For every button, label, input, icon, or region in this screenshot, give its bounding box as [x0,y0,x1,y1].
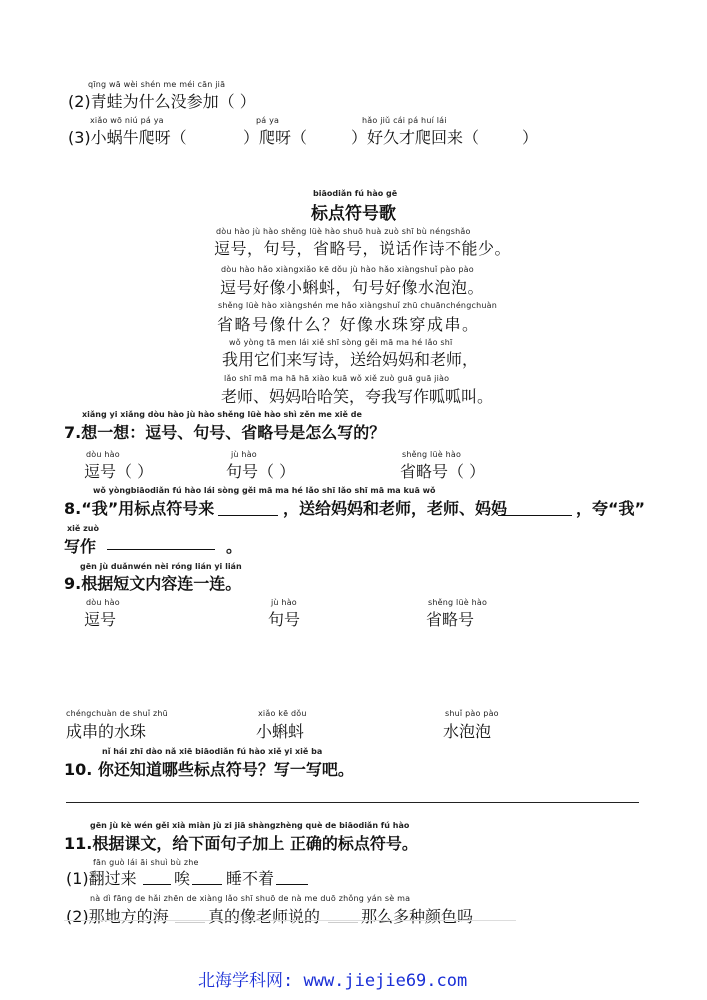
q7-item1: 逗号（ ） [84,462,154,481]
q6-line3-pinyin-b: pá ya [256,116,280,125]
q11-line2-b: 真的像老师说的 [208,907,321,926]
q9-bottom2[interactable]: 小蝌蚪 [256,722,305,741]
poem-title-pinyin: biāodiǎn fú hào gē [313,189,398,198]
q6-line2: (2)青蛙为什么没参加（ ） [68,92,256,111]
q7-item3: 省略号（ ） [400,462,486,481]
q6-line3-pinyin-a: xiǎo wō niú pá ya [90,116,164,125]
q8-blank-3[interactable] [107,534,215,550]
q9-title: 9.根据短文内容连一连。 [64,574,242,593]
q8-part-a: 8.“我”用标点符号来 [64,499,215,518]
q9-top1-pinyin: dòu hào [86,598,120,607]
q8-pinyin-2: xiě zuò [67,524,99,533]
poem-line2: 逗号好像小蝌蚪，句号好像水泡泡。 [220,278,485,297]
q9-bottom1-pinyin: chéngchuàn de shuǐ zhū [66,709,168,718]
q11-line1-a: (1)翻过来 [66,869,137,888]
q11-line1-blank-1[interactable] [143,868,171,885]
q11-line2-c: 那么多种颜色吗 [361,907,474,926]
poem-line5-pinyin: lǎo shī mā ma hā hā xiào kuā wǒ xiě zuò guā guā jiào [224,374,450,383]
q7-title: 7.想一想：逗号、句号、省略号是怎么写的？ [64,423,386,442]
q10-title: 10. 你还知道哪些标点符号？写一写吧。 [64,760,354,779]
q9-bottom3-pinyin: shuǐ pào pào [445,709,499,718]
q11-line1-blank-3[interactable] [276,868,308,885]
q8-blank-2[interactable] [498,498,572,516]
q6-line2-pinyin: qīng wā wèi shén me méi cān jiā [88,80,226,89]
q10-pinyin: nǐ hái zhī dào nǎ xiē biāodiǎn fú hào xiě yi xiě ba [102,747,323,756]
q9-top3[interactable]: 省略号 [426,610,475,629]
poem-line5: 老师、妈妈哈哈笑，夸我写作呱呱叫。 [221,387,494,406]
q10-answer-line[interactable] [66,802,639,803]
poem-title: 标点符号歌 [311,204,396,224]
q9-top1[interactable]: 逗号 [84,610,117,629]
q9-top2-pinyin: jù hào [271,598,297,607]
q11-faint-line [64,920,516,921]
poem-line3-pinyin: shěng lüè hào xiàngshén me hǎo xiàngshuǐ zhū chuānchéngchuàn [218,301,497,310]
q6-line3-c: ）好久才爬回来（ [351,128,480,147]
q7-pinyin: xiǎng yi xiǎng dòu hào jù hào shěng lüè hào shì zěn me xiě de [82,410,362,419]
q8-pinyin: wǒ yòngbiāodiǎn fú hào lái sòng gěi mā ma hé lǎo shī lǎo shī mā ma kuā wǒ [93,486,436,495]
poem-line3: 省略号像什么？好像水珠穿成串。 [217,315,480,334]
q9-top3-pinyin: shěng lüè hào [428,598,488,607]
q11-line1-c: 睡不着 [226,869,275,888]
q8-part-c: ，夸“我” [576,499,646,518]
q9-pinyin: gēn jù duǎnwén nèi róng lián yi lián [80,562,242,571]
q11-title: 11.根据课文，给下面句子加上 正确的标点符号。 [64,834,418,853]
q7-item2: 句号（ ） [226,462,296,481]
q6-line3-b: ）爬呀（ [243,128,308,147]
poem-line1: 逗号，句号，省略号，说话作诗不能少。 [214,239,512,258]
q11-line2-a: (2)那地方的海 [66,907,169,926]
footer-watermark: 北海学科网: www.jiejie69.com [198,971,468,991]
q8-blank-1[interactable] [218,498,278,516]
q6-line3-pinyin-c: hǎo jiǔ cái pá huí lái [362,116,447,125]
q8-part-b: ，送给妈妈和老师，老师、妈妈 [283,499,508,518]
poem-line2-pinyin: dòu hào hǎo xiàngxiǎo kē dǒu jù hào hǎo xiàngshuǐ pào pào [221,265,474,274]
q11-line1-pinyin: fān guò lái āi shuì bù zhe [93,858,199,867]
q6-line3-d: ） [522,128,539,147]
q7-item3-pinyin: shěng lüè hào [402,450,462,459]
q11-line1-b: 唉 [174,869,191,888]
q9-bottom2-pinyin: xiǎo kē dǒu [258,709,307,718]
poem-line1-pinyin: dòu hào jù hào shěng lüè hào shuō huà zuò shī bù néngshǎo [216,227,471,236]
poem-line4-pinyin: wǒ yòng tā men lái xiě shī sòng gěi mā ma hé lǎo shī [229,338,453,347]
q11-pinyin: gēn jù kè wén gěi xià miàn jù zi jiā shàngzhèng què de biāodiǎn fú hào [90,821,410,830]
q11-line2-pinyin: nà dì fāng de hǎi zhēn de xiàng lǎo shī shuō de nà me duō zhǒng yán sè ma [90,894,411,903]
q11-line1-blank-2[interactable] [192,868,222,885]
poem-line4: 我用它们来写诗，送给妈妈和老师， [222,350,479,369]
q9-top2[interactable]: 句号 [268,610,301,629]
q7-item1-pinyin: dòu hào [86,450,120,459]
q9-bottom3[interactable]: 水泡泡 [443,722,492,741]
q6-line3-a: (3)小蜗牛爬呀（ [68,128,187,147]
q8-part-e: 。 [226,537,243,556]
q7-item2-pinyin: jù hào [231,450,257,459]
q8-part-d: 写作 [64,537,97,556]
q9-bottom1[interactable]: 成串的水珠 [66,722,147,741]
